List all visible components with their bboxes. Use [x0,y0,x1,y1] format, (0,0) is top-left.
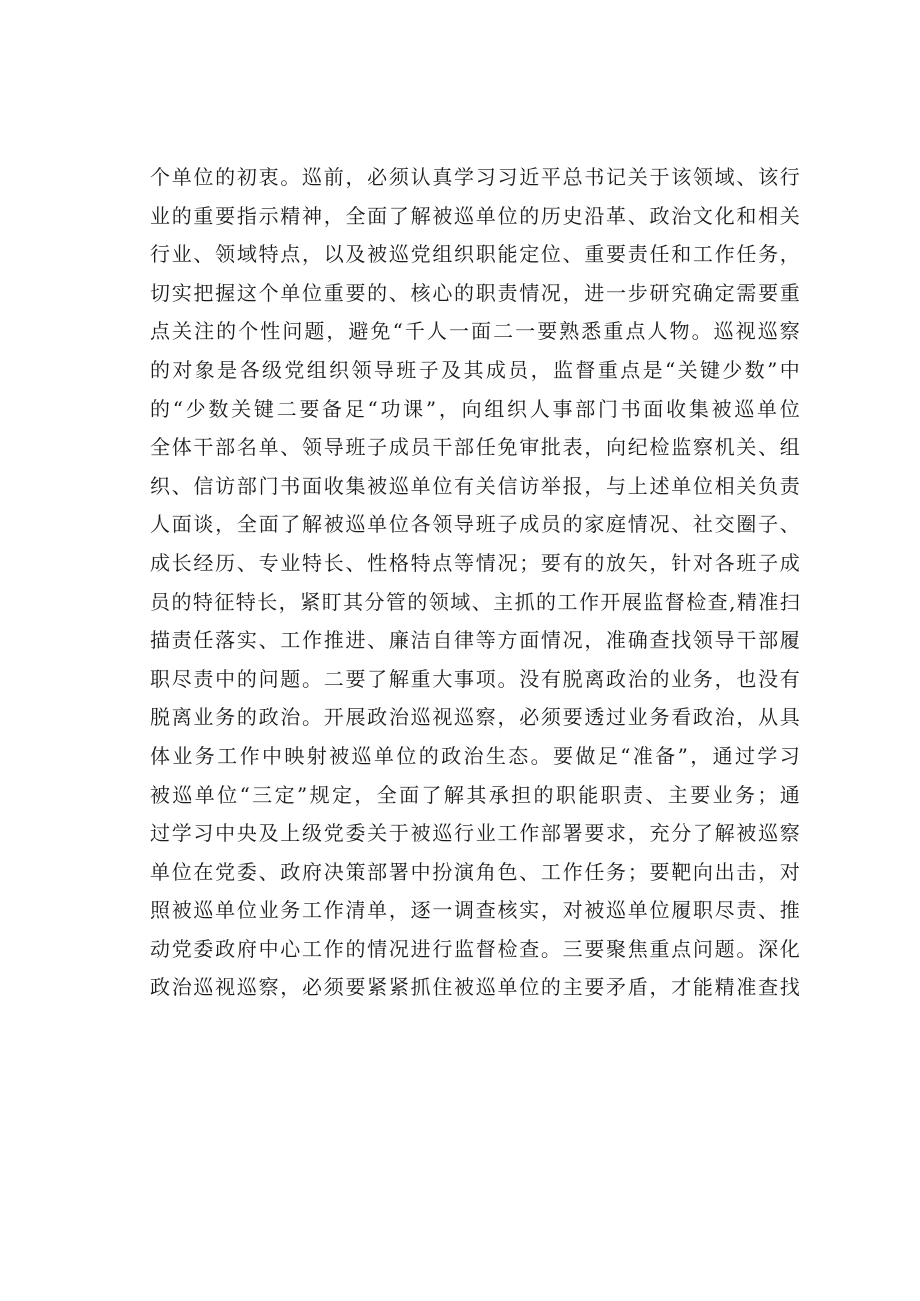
text-line: 员的特征特长，紧盯其分管的领域、主抓的工作开展监督检查,精准扫 [150,589,800,614]
text-line: 过学习中央及上级党委关于被巡行业工作部署要求，充分了解被巡察 [150,821,800,846]
text-line: 动党委政府中心工作的情况进行监督检查。三要聚焦重点问题。深化 [150,936,800,961]
text-line: 描责任落实、工作推进、廉洁自律等方面情况，准确查找领导干部履 [150,628,800,653]
text-line: 的“少数关键二要备足“功课”，向组织人事部门书面收集被巡单位 [150,396,800,421]
text-line: 业的重要指示精神，全面了解被巡单位的历史沿革、政治文化和相关 [150,203,800,228]
text-line: 织、信访部门书面收集被巡单位有关信访举报，与上述单位相关负责 [150,473,800,498]
text-line: 职尽责中的问题。二要了解重大事项。没有脱离政治的业务，也没有 [150,666,800,691]
text-line: 全体干部名单、领导班子成员干部任免审批表，向纪检监察机关、组 [150,435,800,460]
body-text [150,158,800,1007]
text-line: 人面谈，全面了解被巡单位各领导班子成员的家庭情况、社交圈子、 [150,512,800,537]
text-line: 照被巡单位业务工作清单，逐一调查核实，对被巡单位履职尽责、推 [150,898,800,923]
text-line: 个单位的初衷。巡前，必须认真学习习近平总书记关于该领域、该行 [150,165,800,189]
text-line: 点关注的个性问题，避免“千人一面二一要熟悉重点人物。巡视巡察 [150,319,800,344]
text-line: 的对象是各级党组织领导班子及其成员，监督重点是“关键少数”中 [150,357,800,382]
text-line: 体业务工作中映射被巡单位的政治生态。要做足“准备”，通过学习 [150,743,800,768]
text-line: 切实把握这个单位重要的、核心的职责情况，进一步研究确定需要重 [150,280,800,305]
text-line: 被巡单位“三定”规定，全面了解其承担的职能职责、主要业务；通 [150,782,800,807]
text-line: 单位在党委、政府决策部署中扮演角色、工作任务；要靶向出击，对 [150,859,800,884]
text-line: 行业、领域特点，以及被巡党组织职能定位、重要责任和工作任务， [150,242,800,267]
text-line: 成长经历、专业特长、性格特点等情况；要有的放矢，针对各班子成 [150,550,800,575]
text-line: 脱离业务的政治。开展政治巡视巡察，必须要透过业务看政治，从具 [150,705,800,730]
text-line: 政治巡视巡察，必须要紧紧抓住被巡单位的主要矛盾，才能精准查找 [150,975,800,1000]
